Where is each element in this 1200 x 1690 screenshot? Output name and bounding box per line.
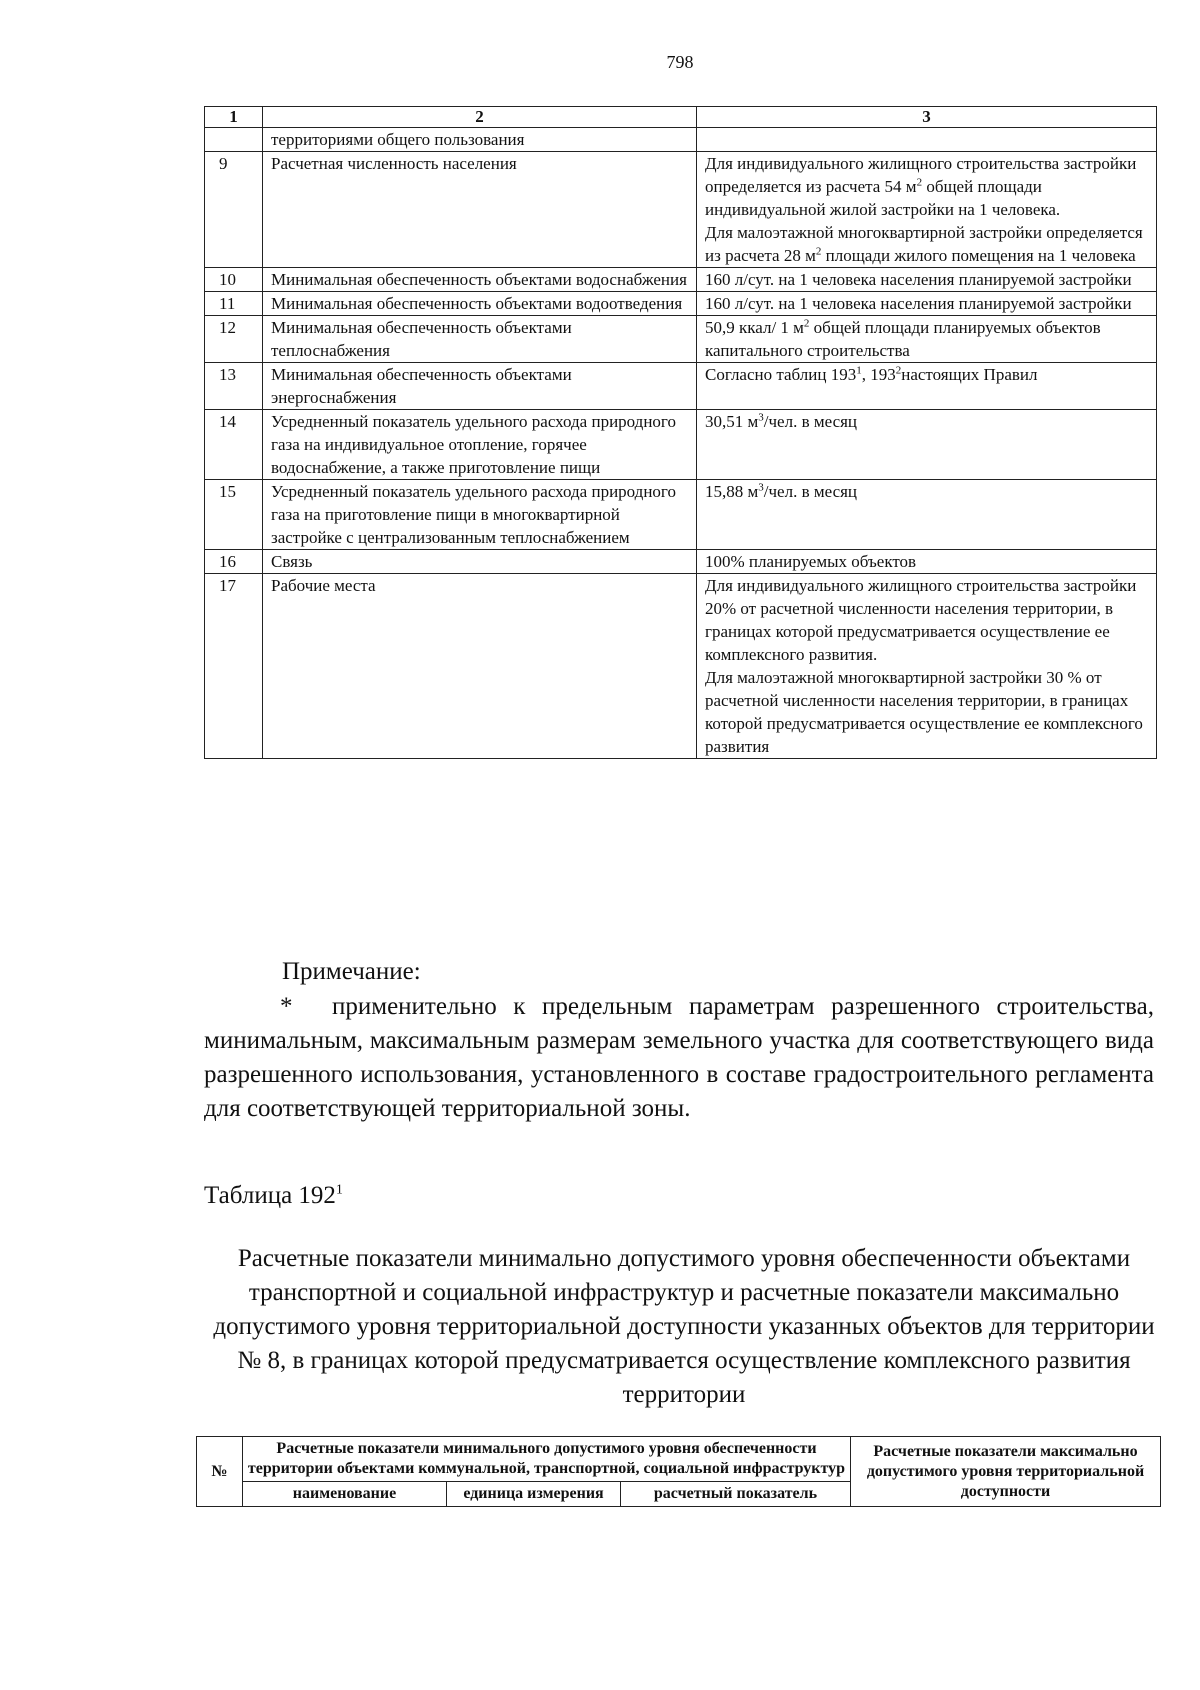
sub-name-header: наименование: [243, 1482, 447, 1507]
page-number: 798: [666, 52, 694, 72]
row-value-cell: 160 л/сут. на 1 человека населения планируемой застройки: [697, 268, 1157, 292]
row-number-cell: 11: [205, 292, 263, 316]
row-number-cell: 10: [205, 268, 263, 292]
row-name-cell: Минимальная обеспеченность объектами энергоснабжения: [263, 363, 697, 410]
table-row: [205, 292, 1157, 316]
note-heading: Примечание:: [282, 958, 421, 985]
col-number-header: №: [197, 1437, 243, 1507]
table-row: [205, 268, 1157, 292]
header-col-3: 3: [697, 107, 1157, 128]
table-label-superscript: 1: [335, 1182, 343, 1198]
row-number-cell: [205, 128, 263, 152]
row-number-cell: 16: [205, 550, 263, 574]
table-row: [205, 574, 1157, 759]
table-row: [205, 316, 1157, 363]
table-label: [204, 1182, 343, 1210]
header-col-2: 2: [263, 107, 697, 128]
note-text: применительно к предельным параметрам разрешенного строительства, минимальным, максимальным размерам земельного участка для соответствующего вида разрешенного использования, установленного в составе градостроительного регламента для соответствующей территориальной зоны.: [204, 993, 1154, 1122]
row-number-cell: 15: [205, 480, 263, 550]
sub-value-header: расчетный показатель: [621, 1482, 851, 1507]
table-row: [205, 480, 1157, 550]
row-name-cell: территориями общего пользования: [263, 128, 697, 152]
row-value-cell: Для индивидуального жилищного строительства застройки определяется из расчета 54 $м^2$ общей площади индивидуальной жилой застройки на 1 человека. Для малоэтажной многоквартирной застройки определяется из расчета 28 $м^2$ площади жилого помещения на 1 человека: [697, 152, 1157, 268]
row-name-cell: Минимальная обеспеченность объектами водоотведения: [263, 292, 697, 316]
row-name-cell: Минимальная обеспеченность объектами теплоснабжения: [263, 316, 697, 363]
table-title: Расчетные показатели минимально допустимого уровня обеспеченности объектами транспортной и социальной инфраструктур и расчетные показатели максимально допустимого уровня территориальной доступности указанных объектов для территории № 8, в границах которой предусматривается осуществление комплексного развития территории: [213, 1245, 1155, 1408]
header-col-1: 1: [205, 107, 263, 128]
row-number-cell: 9: [205, 152, 263, 268]
indicators-table: [196, 1436, 1161, 1507]
row-value-cell: 30,51 $м^3$/чел. в месяц: [697, 410, 1157, 480]
row-value-cell: 15,88 $м^3$/чел. в месяц: [697, 480, 1157, 550]
row-name-cell: Усредненный показатель удельного расхода природного газа на приготовление пищи в многоквартирной застройке с централизованным теплоснабжением: [263, 480, 697, 550]
table-row-continuation: [205, 128, 1157, 152]
row-number-cell: 13: [205, 363, 263, 410]
row-value-cell: Для индивидуального жилищного строительства застройки 20% от расчетной численности населения территории, в границах которой предусматривается осуществление ее комплексного развития. Для малоэтажной многоквартирной застройки 30 % от расчетной численности населения территории, в границах которой предусматривается осуществление ее комплексного развития: [697, 574, 1157, 759]
col-access-header: Расчетные показатели максимально допустимого уровня территориальной доступности: [851, 1437, 1161, 1507]
row-number-cell: 12: [205, 316, 263, 363]
row-number-cell: 14: [205, 410, 263, 480]
col-group-header: Расчетные показатели минимального допустимого уровня обеспеченности территории объектами коммунальной, транспортной, социальной инфраструктур: [243, 1437, 851, 1482]
table-row: [205, 152, 1157, 268]
row-value-cell: 160 л/сут. на 1 человека населения планируемой застройки: [697, 292, 1157, 316]
parameters-table: [204, 106, 1157, 759]
row-name-cell: Усредненный показатель удельного расхода природного газа на индивидуальное отопление, горячее водоснабжение, а также приготовление пищи: [263, 410, 697, 480]
note-text-block: [204, 990, 1154, 1126]
row-number-cell: 17: [205, 574, 263, 759]
table-row: [205, 550, 1157, 574]
row-name-cell: Минимальная обеспеченность объектами водоснабжения: [263, 268, 697, 292]
note-asterisk: *: [280, 993, 293, 1020]
table-header-row: [205, 107, 1157, 128]
table2-header-row-1: [197, 1437, 1161, 1482]
table-row: [205, 363, 1157, 410]
table-label-text: Таблица 192: [204, 1182, 336, 1209]
sub-unit-header: единица измерения: [447, 1482, 621, 1507]
row-name-cell: Рабочие места: [263, 574, 697, 759]
row-value-cell: 50,9 ккал/ 1 $м^2$ общей площади планируемых объектов капитального строительства: [697, 316, 1157, 363]
row-value-cell: Согласно таблиц $193^1$, $193^2настоящих$ Правил: [697, 363, 1157, 410]
row-name-cell: Связь: [263, 550, 697, 574]
row-name-cell: Расчетная численность населения: [263, 152, 697, 268]
row-value-cell: 100% планируемых объектов: [697, 550, 1157, 574]
row-value-cell: [697, 128, 1157, 152]
table-row: [205, 410, 1157, 480]
